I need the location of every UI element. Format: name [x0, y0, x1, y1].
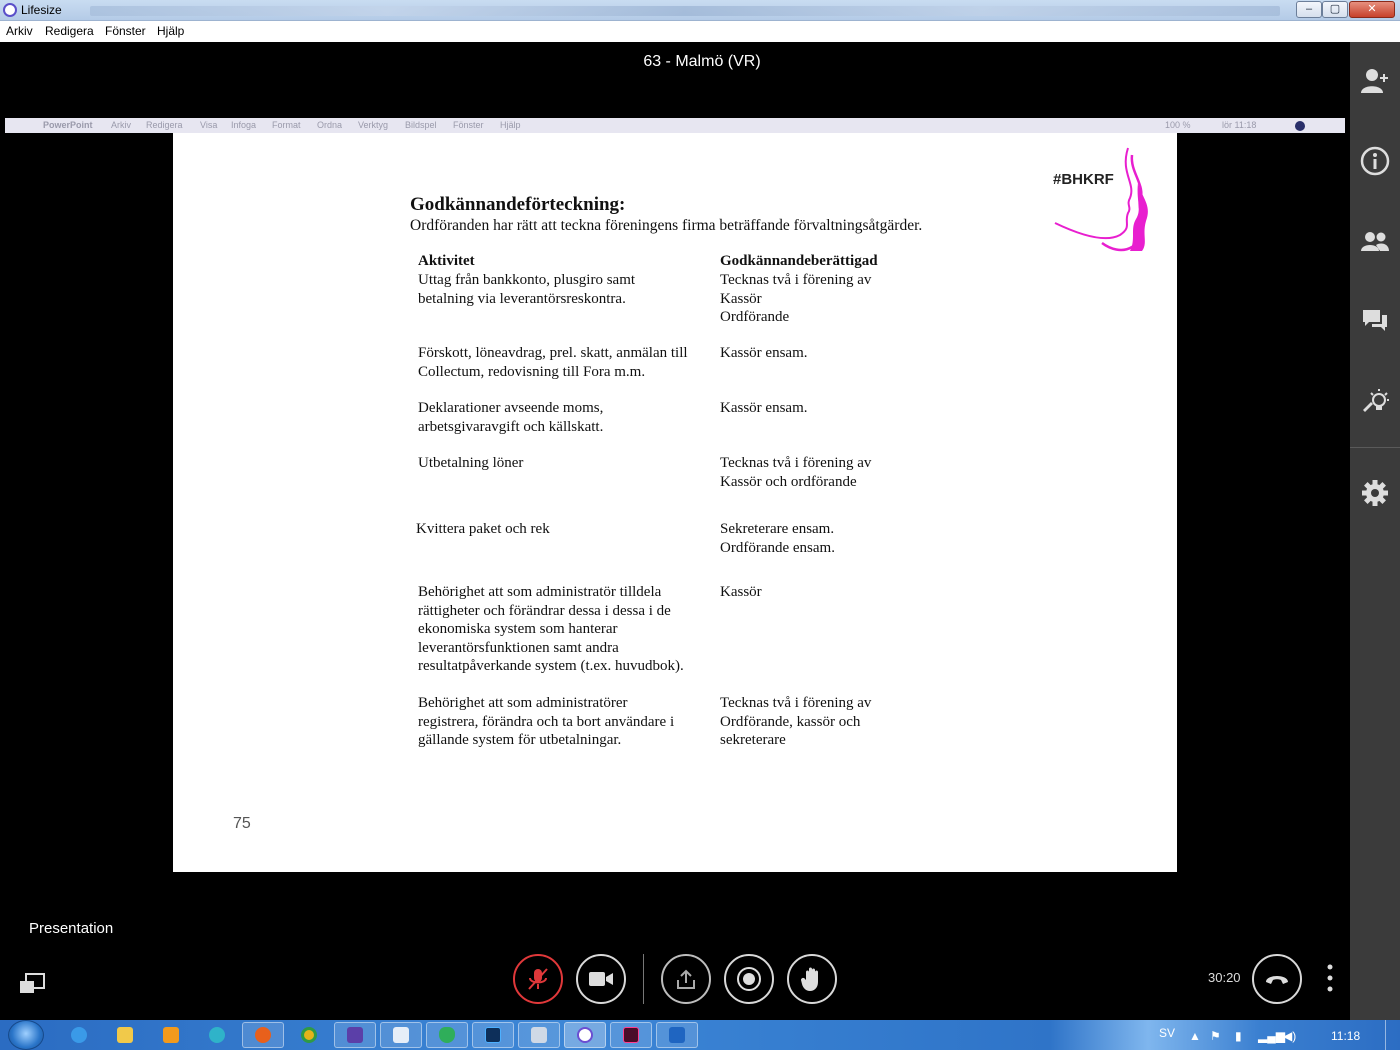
taskbar-save-app[interactable] — [334, 1022, 376, 1048]
share-screen-button[interactable] — [661, 954, 711, 1004]
mac-menu-redigera: Redigera — [146, 120, 183, 130]
header-aktivitet: Aktivitet — [418, 253, 475, 269]
mac-menu-visa: Visa — [200, 120, 218, 130]
menu-item-fonster[interactable]: Fönster — [105, 24, 146, 38]
record-button[interactable] — [724, 954, 774, 1004]
taskbar-lifesize[interactable] — [564, 1022, 606, 1048]
effects-lightbulb-icon[interactable] — [1360, 386, 1390, 416]
controls-divider — [643, 954, 644, 1004]
picture-in-picture-icon[interactable] — [18, 972, 46, 996]
shared-mac-menubar — [5, 118, 1345, 133]
row-2-approver: Kassör ensam. — [720, 345, 808, 361]
volume-icon[interactable]: ◀) — [1283, 1029, 1297, 1043]
row-7-activity: Behörighet att som administratörer registrera, förändra och ta bort användare i gällande system för utbetalningar. — [418, 695, 675, 748]
taskbar-media-player[interactable] — [150, 1022, 192, 1048]
start-button[interactable] — [8, 1020, 44, 1050]
taskbar-edge[interactable] — [196, 1022, 238, 1048]
taskbar-security[interactable] — [426, 1022, 468, 1048]
share-upload-icon — [675, 968, 697, 990]
mac-menu-infoga: Infoga — [231, 120, 257, 130]
video-camera-icon — [588, 969, 614, 989]
header-godkannandeberattigad: Godkännandeberättigad — [720, 253, 878, 269]
taskbar-window-manager[interactable] — [518, 1022, 560, 1048]
folder-icon — [117, 1027, 133, 1043]
raise-hand-button[interactable] — [787, 954, 837, 1004]
mac-menu-bildspel: Bildspel — [405, 120, 437, 130]
network-signal-icon[interactable]: ▂▄▆ — [1258, 1029, 1285, 1043]
taskbar-internet-explorer[interactable] — [58, 1022, 100, 1048]
ie-icon — [71, 1027, 87, 1043]
mac-battery: 100 % — [1165, 120, 1191, 130]
menu-bar — [0, 21, 1400, 42]
bhkrf-logo — [1050, 143, 1155, 258]
tray-expand-icon[interactable]: ▲ — [1189, 1029, 1201, 1043]
floppy-icon — [347, 1027, 363, 1043]
row-4-activity: Utbetalning löner — [418, 455, 524, 471]
maximize-button[interactable]: ▢ — [1322, 1, 1348, 18]
taskbar-indesign[interactable] — [610, 1022, 652, 1048]
windows-taskbar — [0, 1020, 1400, 1050]
sidebar-divider — [1350, 447, 1400, 448]
tray-clock[interactable]: 11:18 — [1331, 1029, 1361, 1043]
mac-user-icon — [1295, 121, 1305, 131]
taskbar-chrome[interactable] — [288, 1022, 330, 1048]
taskbar-outlook[interactable] — [656, 1022, 698, 1048]
settings-gear-icon[interactable] — [1360, 478, 1390, 508]
presentation-slide — [173, 133, 1177, 872]
slide-title: Godkännandeförteckning: — [410, 194, 626, 215]
menu-item-arkiv[interactable]: Arkiv — [6, 24, 33, 38]
chrome-icon — [301, 1027, 317, 1043]
right-sidebar — [1350, 42, 1400, 1020]
chat-icon[interactable] — [1360, 306, 1390, 336]
slide-page-number: 75 — [233, 815, 251, 832]
media-player-icon — [163, 1027, 179, 1043]
mac-clock: lör 11:18 — [1222, 120, 1257, 130]
info-icon[interactable] — [1360, 146, 1390, 176]
firefox-icon — [255, 1027, 271, 1043]
taskbar-file-explorer[interactable] — [104, 1022, 146, 1048]
taskbar-photoshop[interactable] — [472, 1022, 514, 1048]
raise-hand-icon — [800, 966, 824, 992]
lifesize-icon — [577, 1027, 593, 1043]
lifesize-app-icon — [3, 3, 17, 17]
row-7-approver: Tecknas två i förening av Ordförande, kassör och sekreterare — [720, 695, 872, 748]
close-button[interactable]: ✕ — [1349, 1, 1395, 18]
window-title-bar — [0, 0, 1400, 21]
outlook-icon — [669, 1027, 685, 1043]
slide-subtitle: Ordföranden har rätt att teckna föreningens firma beträffande förvaltningsåtgärder. — [410, 217, 923, 234]
row-4-approver: Tecknas två i förening av Kassör och ordförande — [720, 455, 872, 490]
add-participant-icon[interactable] — [1360, 66, 1390, 96]
more-options-icon[interactable] — [1320, 962, 1340, 994]
shield-icon — [439, 1027, 455, 1043]
mac-menu-verktyg: Verktyg — [358, 120, 389, 130]
photoshop-icon — [485, 1027, 501, 1043]
row-3-approver: Kassör ensam. — [720, 400, 808, 416]
mute-microphone-button[interactable] — [513, 954, 563, 1004]
meeting-title: 63 - Malmö (VR) — [643, 53, 761, 70]
edge-icon — [209, 1027, 225, 1043]
row-1-activity: Uttag från bankkonto, plusgiro samt betalning via leverantörsreskontra. — [418, 272, 636, 307]
blurred-title-content — [90, 6, 1280, 16]
show-desktop-button[interactable] — [1385, 1020, 1400, 1050]
row-2-activity: Förskott, löneavdrag, prel. skatt, anmälan till Collectum, redovisning till Fora m.m. — [418, 345, 688, 380]
taskbar-notepad[interactable] — [380, 1022, 422, 1048]
hang-up-button[interactable] — [1252, 954, 1302, 1004]
mac-menu-fonster: Fönster — [453, 120, 484, 130]
notepad-icon — [393, 1027, 409, 1043]
video-stage — [0, 42, 1350, 1020]
minimize-button[interactable]: ‒ — [1296, 1, 1322, 18]
mac-menu-powerpoint: PowerPoint — [43, 120, 93, 130]
row-6-approver: Kassör — [720, 584, 762, 600]
menu-item-redigera[interactable]: Redigera — [45, 24, 94, 38]
hashtag-label: #BHKRF — [1053, 171, 1114, 188]
row-6-activity: Behörighet att som administratör tilldela rättigheter och förändrar dessa i dessa i de ekonomiska system som hanterar leverantörsfunktionen samt andra resultatpåverkande system (t.ex. huvudbok). — [418, 584, 684, 674]
microphone-off-icon — [525, 966, 551, 992]
call-timer: 30:20 — [1208, 970, 1241, 985]
menu-item-hjalp[interactable]: Hjälp — [157, 24, 185, 38]
window-title: Lifesize — [21, 3, 62, 17]
participants-icon[interactable] — [1360, 226, 1390, 256]
mac-menu-format: Format — [272, 120, 301, 130]
row-1-approver: Tecknas två i förening av Kassör Ordförande — [720, 272, 872, 325]
window-icon — [531, 1027, 547, 1043]
tray-language[interactable]: SV — [1159, 1026, 1176, 1040]
indesign-icon — [623, 1027, 639, 1043]
row-5-approver: Sekreterare ensam. Ordförande ensam. — [720, 521, 835, 556]
phone-hangup-icon — [1264, 972, 1290, 986]
taskbar-firefox[interactable] — [242, 1022, 284, 1048]
record-icon — [736, 966, 762, 992]
mac-menu-arkiv: Arkiv — [111, 120, 131, 130]
action-center-flag-icon[interactable]: ⚑ — [1210, 1029, 1221, 1043]
row-5-activity: Kvittera paket och rek — [416, 521, 550, 537]
camera-button[interactable] — [576, 954, 626, 1004]
row-3-activity: Deklarationer avseende moms, arbetsgivaravgift och källskatt. — [418, 400, 604, 435]
power-icon[interactable]: ▮ — [1235, 1029, 1242, 1043]
presentation-label: Presentation — [29, 920, 114, 937]
mac-menu-ordna: Ordna — [317, 120, 343, 130]
mac-menu-hjalp: Hjälp — [500, 120, 521, 130]
